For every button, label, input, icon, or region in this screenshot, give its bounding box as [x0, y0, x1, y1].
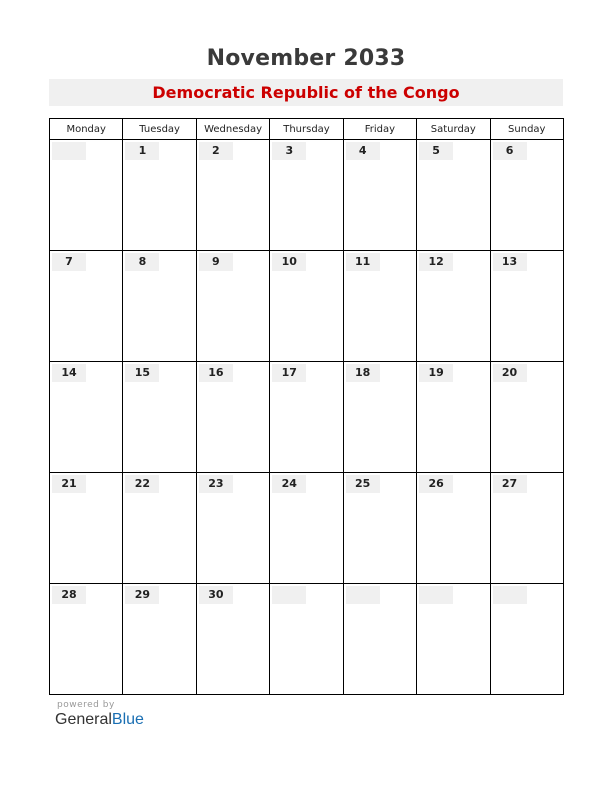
country-banner [49, 79, 563, 106]
calendar-day-cell [417, 584, 490, 695]
day-number: 17 [272, 364, 306, 382]
day-number [493, 586, 527, 604]
day-number: 12 [419, 253, 453, 271]
calendar-day-cell [123, 140, 196, 251]
calendar-week-row [50, 473, 564, 584]
day-number: 22 [125, 475, 159, 493]
day-number: 20 [493, 364, 527, 382]
calendar-day-cell [343, 584, 416, 695]
day-number: 11 [346, 253, 380, 271]
day-number: 21 [52, 475, 86, 493]
day-number: 5 [419, 142, 453, 160]
calendar-day-cell [417, 362, 490, 473]
day-number: 28 [52, 586, 86, 604]
calendar-week-row [50, 140, 564, 251]
day-number: 2 [199, 142, 233, 160]
calendar-day-cell [417, 473, 490, 584]
day-number: 7 [52, 253, 86, 271]
day-number [52, 142, 86, 160]
day-number: 1 [125, 142, 159, 160]
country-name: Democratic Republic of the Congo [152, 83, 460, 102]
day-number: 3 [272, 142, 306, 160]
day-number: 4 [346, 142, 380, 160]
calendar-day-cell [343, 473, 416, 584]
calendar-day-cell [343, 251, 416, 362]
calendar-day-cell [123, 473, 196, 584]
weekday-header: Wednesday [196, 119, 269, 140]
weekday-header: Tuesday [123, 119, 196, 140]
day-number: 27 [493, 475, 527, 493]
brand-logo [55, 711, 144, 729]
day-number: 29 [125, 586, 159, 604]
calendar-day-cell [490, 362, 563, 473]
calendar-day-cell [270, 251, 343, 362]
brand-name-general: General [55, 711, 112, 728]
calendar-day-cell [196, 251, 269, 362]
calendar-day-cell [196, 584, 269, 695]
day-number: 25 [346, 475, 380, 493]
day-number: 30 [199, 586, 233, 604]
calendar-day-cell [123, 362, 196, 473]
calendar-day-cell [270, 362, 343, 473]
day-number: 9 [199, 253, 233, 271]
calendar-day-cell [123, 584, 196, 695]
weekday-header: Friday [343, 119, 416, 140]
day-number: 23 [199, 475, 233, 493]
calendar-week-row [50, 251, 564, 362]
day-number: 13 [493, 253, 527, 271]
day-number: 19 [419, 364, 453, 382]
day-number: 10 [272, 253, 306, 271]
calendar-day-cell [343, 140, 416, 251]
calendar-day-cell [270, 473, 343, 584]
powered-by-text: powered by [57, 700, 115, 710]
day-number: 16 [199, 364, 233, 382]
calendar-day-cell [50, 473, 123, 584]
calendar-day-cell [490, 584, 563, 695]
day-number: 6 [493, 142, 527, 160]
day-number: 18 [346, 364, 380, 382]
day-number [272, 586, 306, 604]
brand-name-blue: Blue [111, 711, 144, 728]
calendar-day-cell [417, 140, 490, 251]
calendar-day-cell [50, 362, 123, 473]
calendar-day-cell [490, 251, 563, 362]
day-number [346, 586, 380, 604]
calendar-day-cell [50, 584, 123, 695]
calendar-day-cell [50, 251, 123, 362]
day-number: 26 [419, 475, 453, 493]
calendar-day-cell [123, 251, 196, 362]
day-number: 8 [125, 253, 159, 271]
calendar-grid [49, 118, 564, 695]
calendar-day-cell [196, 473, 269, 584]
calendar-day-cell [490, 140, 563, 251]
calendar-day-cell [417, 251, 490, 362]
weekday-header: Saturday [417, 119, 490, 140]
weekday-header-row [50, 119, 564, 140]
calendar-day-cell [196, 140, 269, 251]
calendar-week-row [50, 362, 564, 473]
day-number [419, 586, 453, 604]
calendar-day-cell [270, 584, 343, 695]
page-title: November 2033 [206, 46, 406, 71]
day-number: 15 [125, 364, 159, 382]
weekday-header: Thursday [270, 119, 343, 140]
calendar-day-cell [50, 140, 123, 251]
calendar-day-cell [196, 362, 269, 473]
calendar-day-cell [490, 473, 563, 584]
footer-branding [55, 700, 144, 729]
weekday-header: Sunday [490, 119, 563, 140]
day-number: 14 [52, 364, 86, 382]
calendar-week-row [50, 584, 564, 695]
weekday-header: Monday [50, 119, 123, 140]
calendar-day-cell [270, 140, 343, 251]
calendar-day-cell [343, 362, 416, 473]
day-number: 24 [272, 475, 306, 493]
